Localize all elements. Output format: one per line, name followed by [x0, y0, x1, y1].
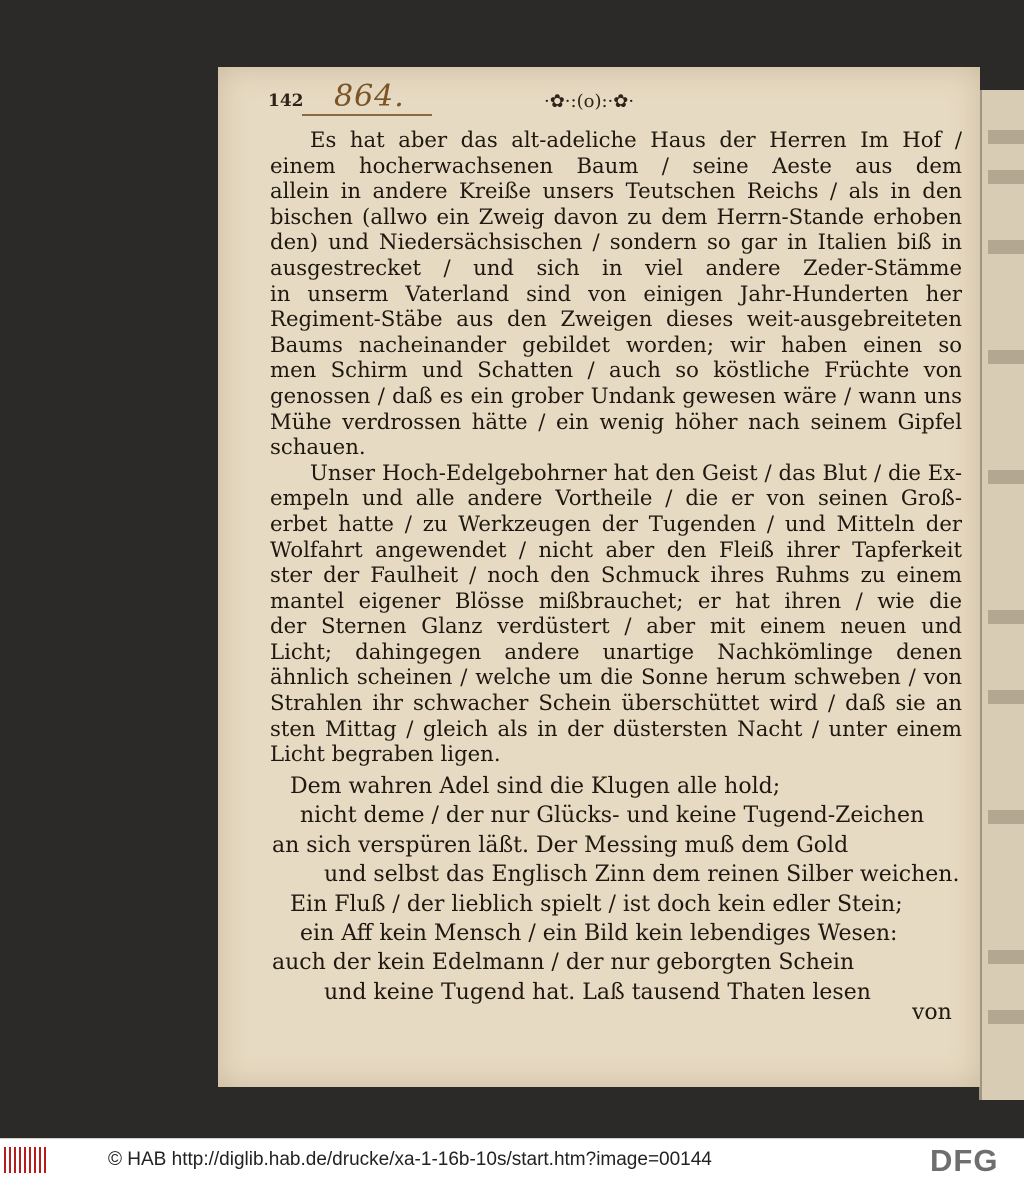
- text-line: empeln und alle andere Vortheile / die er von seinen Groß-: [270, 485, 962, 511]
- text-line: Licht; dahingegen andere unartige Nachkömlinge denen: [270, 638, 962, 664]
- text-line: erbet hatte / zu Werkzeugen der Tugenden / und Mitteln der: [270, 510, 962, 536]
- text-line: ster der Faulheit / noch den Schmuck ihres Ruhms zu einem: [270, 562, 962, 588]
- catchword: von: [912, 1000, 952, 1025]
- text-line: Baums nacheinander gebildet worden; wir haben einen so: [270, 331, 962, 357]
- text-line: Regiment-Stäbe aus den Zweigen dieses weit-ausgebreiteten: [270, 306, 962, 332]
- handwritten-note: 864.: [334, 79, 405, 114]
- text-line: sten Mittag / gleich als in der düstersten Nacht / unter einem: [270, 715, 962, 741]
- text-line: genossen / daß es ein grober Undank gewesen wäre / wann uns: [270, 382, 962, 408]
- text-line: men Schirm und Schatten / auch so köstliche Früchte von: [270, 357, 962, 383]
- copyright-link[interactable]: © HAB http://diglib.hab.de/drucke/xa-1-16b-10s/start.htm?image=00144: [108, 1149, 712, 1170]
- text-line: ähnlich scheinen / welche um die Sonne herum schweben / von: [270, 664, 962, 690]
- barcode-icon: [4, 1147, 48, 1173]
- verse-line: an sich verspüren läßt. Der Messing muß dem Gold: [272, 832, 849, 858]
- text-line: mantel eigener Blösse mißbrauchet; er hat ihren / wie die: [270, 587, 962, 613]
- page-number: 142: [268, 91, 304, 111]
- text-line: Mühe verdrossen hätte / ein wenig höher nach seinem Gipfel: [270, 408, 962, 434]
- text-line: der Sternen Glanz verdüstert / aber mit einem neuen und: [270, 613, 962, 639]
- verse-line: und keine Tugend hat. Laß tausend Thaten lesen: [324, 979, 871, 1005]
- bleed-text: [988, 170, 1024, 184]
- bleed-text: [988, 470, 1024, 484]
- text-line: Wolfahrt angewendet / nicht aber den Fleiß ihrer Tapferkeit: [270, 536, 962, 562]
- dfg-logo: DFG: [930, 1143, 999, 1178]
- page-header: [268, 79, 968, 121]
- text-line: allein in andere Kreiße unsers Teutschen Reichs / als in den: [270, 178, 962, 204]
- handwritten-underline: [302, 114, 432, 116]
- verse-line: auch der kein Edelmann / der nur geborgten Schein: [272, 950, 855, 976]
- bleed-text: [988, 610, 1024, 624]
- bleed-text: [988, 350, 1024, 364]
- body-text: [270, 127, 962, 767]
- verse-line: Dem wahren Adel sind die Klugen alle hold;: [290, 774, 781, 799]
- text-line: schauen.: [270, 434, 366, 460]
- adjacent-page-edge: [979, 90, 1024, 1100]
- text-line: den) und Niedersächsischen / sondern so gar in Italien biß in: [270, 229, 962, 255]
- text-line: ausgestrecket / und sich in viel andere Zeder-Stämme: [270, 254, 962, 280]
- bleed-text: [988, 1010, 1024, 1024]
- verse-line: Ein Fluß / der lieblich spielt / ist doch kein edler Stein;: [290, 891, 903, 917]
- text-line: in unserm Vaterland sind von einigen Jahr-Hunderten her: [270, 280, 962, 306]
- text-line: einem hocherwachsenen Baum / seine Aeste aus dem: [270, 152, 962, 178]
- verse-line: und selbst das Englisch Zinn dem reinen Silber weichen.: [324, 862, 960, 888]
- text-line: Unser Hoch-Edelgebohrner hat den Geist / das Blut / die Ex-: [310, 459, 962, 485]
- verse-line: ein Aff kein Mensch / ein Bild kein lebendiges Wesen:: [300, 920, 898, 946]
- text-line: Strahlen ihr schwacher Schein überschüttet wird / daß sie an: [270, 690, 962, 716]
- text-line: Es hat aber das alt-adeliche Haus der Herren Im Hof /: [310, 127, 962, 152]
- bleed-text: [988, 950, 1024, 964]
- bleed-text: [988, 810, 1024, 824]
- text-line: bischen (allwo ein Zweig davon zu dem Herrn-Stande erhoben: [270, 203, 962, 229]
- bleed-text: [988, 130, 1024, 144]
- text-line: Licht begraben ligen.: [270, 741, 501, 767]
- verse-block: [272, 772, 964, 1007]
- header-ornament: ·✿·:(o):·✿·: [544, 91, 635, 112]
- verse-line: nicht deme / der nur Glücks- und keine Tugend-Zeichen: [300, 803, 925, 829]
- bleed-text: [988, 690, 1024, 704]
- bleed-text: [988, 240, 1024, 254]
- footer-bar: [0, 1138, 1024, 1180]
